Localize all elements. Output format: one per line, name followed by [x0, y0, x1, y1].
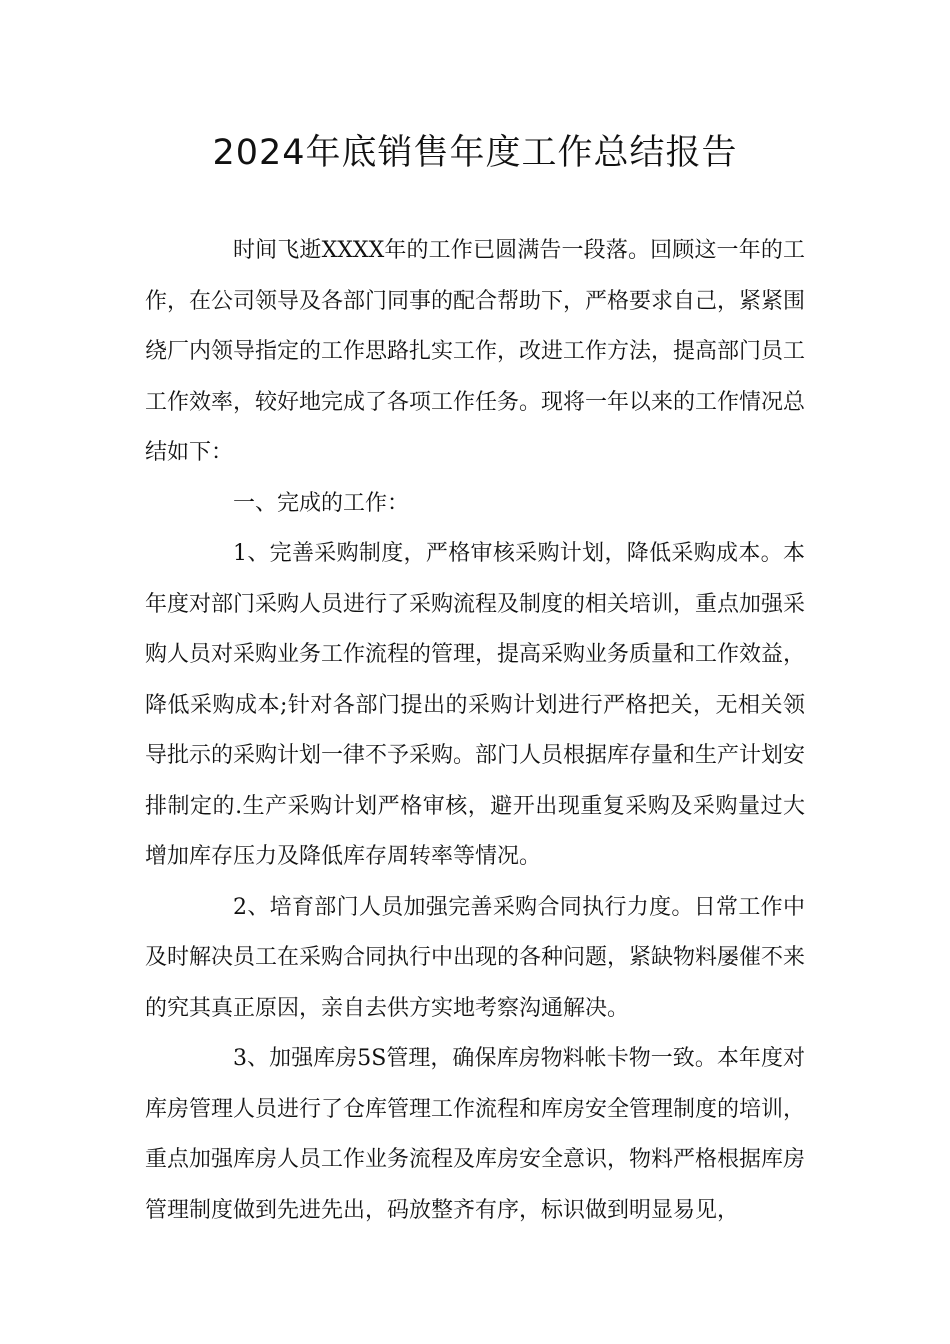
section-heading-completed-work: 一、完成的工作：	[233, 490, 410, 516]
paragraph-item-3: 3、加强库房5S管理，确保库房物料帐卡物一致。本年度对库房管理人员进行了仓库管理工作流程和库房安全管理制度的培训，重点加强库房人员工作业务流程及库房安全意识，物料严格根据库房管理制度做到先进先出，码放整齐有序，标识做到明显易见，	[145, 1046, 806, 1223]
paragraph-intro: 时间飞逝XXXX年的工作已圆满告一段落。回顾这一年的工作，在公司领导及各部门同事的配合帮助下，严格要求自己，紧紧围绕厂内领导指定的工作思路扎实工作，改进工作方法，提高部门员工工作效率，较好地完成了各项工作任务。现将一年以来的工作情况总结如下：	[145, 238, 806, 465]
paragraph-item-1: 1、完善采购制度，严格审核采购计划，降低采购成本。本年度对部门采购人员进行了采购流程及制度的相关培训，重点加强采购人员对采购业务工作流程的管理，提高采购业务质量和工作效益，降低采购成本;针对各部门提出的采购计划进行严格把关，无相关领导批示的采购计划一律不予采购。部门人员根据库存量和生产计划安排制定的.生产采购计划严格审核，避开出现重复采购及采购量过大增加库存压力及降低库存周转率等情况。	[145, 541, 806, 869]
document-title: 2024年底销售年度工作总结报告	[212, 133, 738, 173]
document-body	[145, 226, 805, 1236]
paragraph-item-2: 2、培育部门人员加强完善采购合同执行力度。日常工作中及时解决员工在采购合同执行中出现的各种问题，紧缺物料屡催不来的究其真正原因，亲自去供方实地考察沟通解决。	[145, 894, 806, 1021]
